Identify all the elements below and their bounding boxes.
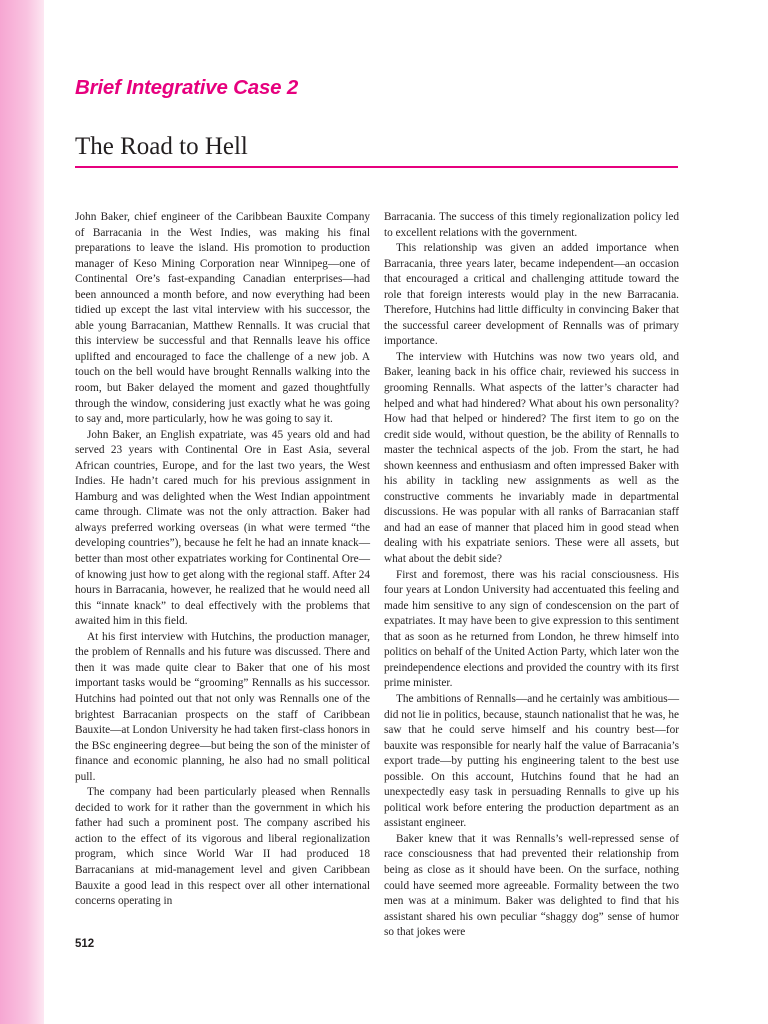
paragraph: John Baker, chief engineer of the Caribbean Bauxite Company of Barracania in the West Indies, was making his final preparations to leave the island. His promotion to production manager of Keso Mining Corporation near Winnipeg—one of Continental Ore’s fast-expanding Canadian enterprises—had been announced a month before, and now everything had been tidied up except the last vital interview with his successor, the able young Barracanian, Matthew Rennalls. It was crucial that this interview be successful and that Rennalls leave his office uplifted and encouraged to face the challenge of a new job. A touch on the bell would have brought Rennalls walking into the room, but Baker delayed the moment and gazed thoughtfully through the window, considering just exactly what he was going to say and, more particularly, how he was going to say it. [75,211,370,426]
paragraph: At his first interview with Hutchins, the production manager, the problem of Rennalls and his future was discussed. There and then it was made quite clear to Baker that one of his most important tasks would be “grooming” Rennalls as his successor. Hutchins had pointed out that not only was Rennalls one of the brightest Barracanian prospects on the staff of Caribbean Bauxite—at London University he had taken first-class honors in the BSc engineering degree—but being the son of the minister of finance and economic planning, he also had no small political pull. [75,630,370,783]
paragraph: John Baker, an English expatriate, was 45 years old and had served 23 years with Continental Ore in East Asia, several African countries, Europe, and for the last two years, the West Indies. He hadn’t cared much for his previous assignment in Hamburg and was delighted when the West Indian appointment came through. Climate was not the only attraction. Baker had always preferred working overseas (in what were termed “the developing countries”), because he felt he had an innate knack—better than most other expatriates working for Continental Ore—of knowing just how to get along with the regional staff. After 24 hours in Barracania, however, he realized that he would need all this “innate knack” to deal effectively with the problems that awaited him in this field. [75,428,370,628]
text-column-left [75,210,370,910]
decorative-side-bar [0,0,44,1024]
paragraph: First and foremost, there was his racial consciousness. His four years at London University had accentuated this feeling and made him sensitive to any sign of condescension on the part of expatriates. It may have been to give expression to this sentiment that as soon as he returned from London, he threw himself into politics on behalf of the United Action Party, which later won the preindependence elections and provided the country with its first prime minister. [384,568,679,690]
paragraph: This relationship was given an added importance when Barracania, three years later, became independent—an occasion that encouraged a critical and challenging attitude toward the role that foreign interests would play in the new Barracania. Therefore, Hutchins had little difficulty in convincing Baker that the successful career development of Rennalls was of primary importance. [384,242,679,348]
paragraph: The ambitions of Rennalls—and he certainly was ambitious—did not lie in politics, because, staunch nationalist that he was, he saw that he could serve himself and his country best—for bauxite was responsible for nearly half the value of Barracania’s export trade—by putting his engineering talent to the best use possible. On this account, Hutchins found that he had an unexpectedly easy task in persuading Rennalls to give up his political work before entering the production department as an assistant engineer. [384,692,679,830]
text-column-right [384,210,679,941]
paragraph: Baker knew that it was Rennalls’s well-repressed sense of race consciousness that had prevented their relationship from being as close as it should have been. On the surface, nothing could have seemed more agreeable. Formality between the two men was at a minimum. Baker was delighted to find that his assistant shared his own peculiar “shaggy dog” sense of humor so that jokes were [384,832,679,939]
title-divider [75,166,678,168]
paragraph: The company had been particularly pleased when Rennalls decided to work for it rather than the government in which his father had such a prominent post. The company ascribed his action to the effect of its vigorous and liberal regionalization program, which since World War II had produced 18 Barracanians at mid-management level and given Caribbean Bauxite a good lead in this respect over all other international concerns operating in [75,786,370,908]
paragraph: The interview with Hutchins was now two years old, and Baker, leaning back in his office chair, reviewed his success in grooming Rennalls. What aspects of the latter’s character had helped and what had hindered? What about his own personality? How had that helped or hindered? The first item to go on the credit side would, without question, be the ability of Rennalls to master the technical aspects of the job. From the start, he had shown keenness and enthusiasm and often impressed Baker with his ability in tackling new assignments as well as the constructive comments he invariably made in departmental discussions. He was popular with all ranks of Barracanian staff and had an ease of manner that placed him in good stead when dealing with his expatriate seniors. These were all assets, but what about the debit side? [384,350,679,566]
page-number: 512 [75,938,95,950]
page-title: The Road to Hell [75,133,248,160]
case-label: Brief Integrative Case 2 [75,76,299,99]
paragraph: Barracania. The success of this timely regionalization policy led to excellent relations with the government. [384,211,679,239]
